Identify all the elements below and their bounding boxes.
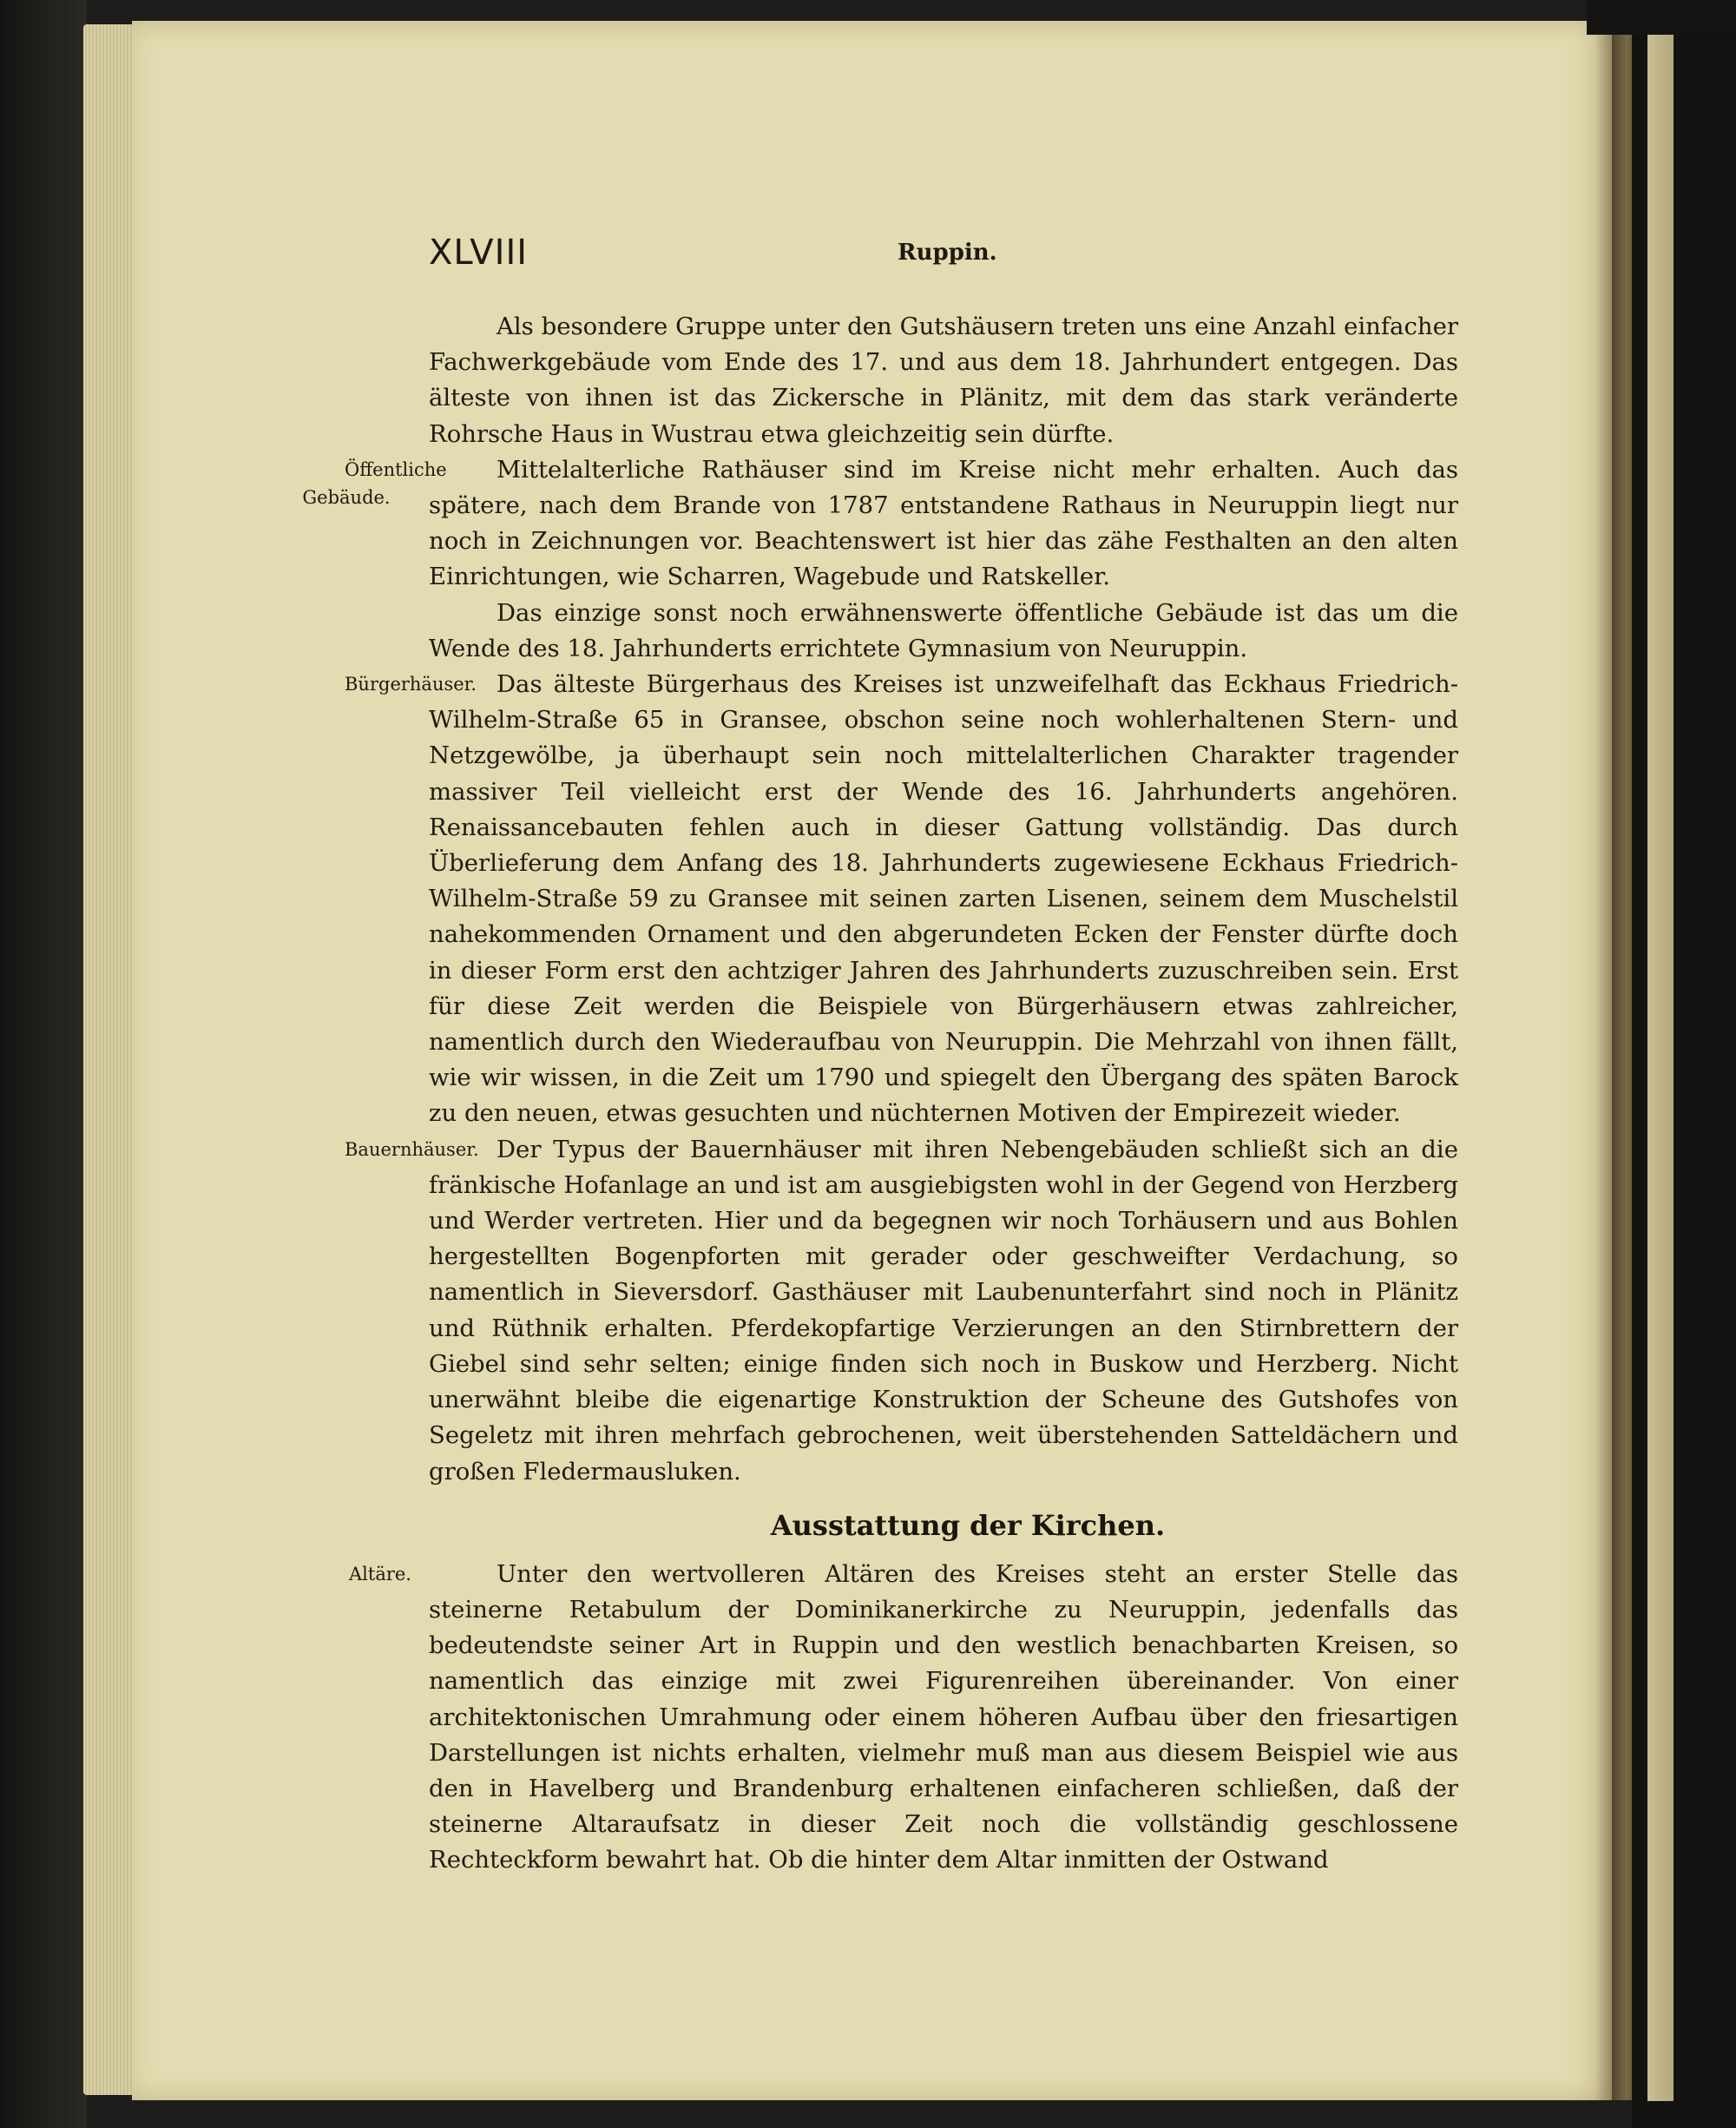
page-number: XLVIII xyxy=(429,233,529,273)
cover-top-band xyxy=(1587,0,1736,35)
paragraph-text: Das einzige sonst noch erwähnenswerte öffentliche Gebäude ist das um die Wende des 18. Jahrhunderts errichtete Gymnasium von Neuruppin. xyxy=(429,598,1458,662)
text-block xyxy=(302,309,1458,1879)
paragraph-altaere xyxy=(349,1557,1458,1879)
paragraph-text: Mittelalterliche Rathäuser sind im Kreise nicht mehr erhalten. Auch das spätere, nach dem Brande von 1787 entstandene Rathaus in Neuruppin liegt nur noch in Zeichnungen vor. Beachtenswert ist hier das zähe Festhalten an den alten Einrichtungen, wie Scharren, Wagebude und Ratskeller. xyxy=(429,455,1458,591)
paragraph-gutshaeuser xyxy=(429,309,1458,452)
running-head xyxy=(0,233,1736,285)
paragraph-text: Als besondere Gruppe unter den Gutshäusern treten uns eine Anzahl einfacher Fachwerkgebäude vom Ende des 17. und aus dem 18. Jahrhundert entgegen. Das älteste von ihnen ist das Zickersche in Plänitz, mit dem das stark veränderte Rohrsche Haus in Wustrau etwa gleichzeitig sein dürfte. xyxy=(429,313,1458,448)
margin-note-buergerhaeuser: Bürgerhäuser. xyxy=(345,674,477,695)
paragraph-oeffentliche-gebaeude xyxy=(302,452,1458,596)
paragraph-text: Das älteste Bürgerhaus des Kreises ist unzweifelhaft das Eckhaus Friedrich-Wilhelm-Straße 65 in Gransee, obschon seine noch wohlerhaltenen Stern- und Netzgewölbe, ja überhaupt sein noch mittelalterlichen Charakter tragender massiver Teil vielleicht erst der Wende des 16. Jahrhunderts angehören. Renaissancebauten fehlen auch in dieser Gattung vollständig. Das durch Überlieferung dem Anfang des 18. Jahrhunderts zugewiesene Eckhaus Friedrich-Wilhelm-Straße 59 zu Gransee mit seinen zarten Lisenen, seinem dem Muschelstil nahekommenden Ornament und den abgerundeten Ecken der Fenster dürfte doch in dieser Form erst den achtziger Jahren des Jahrhunderts zuzuschreiben sein. Erst für diese Zeit werden die Beispiele von Bürgerhäusern etwas zahlreicher, namentlich durch den Wiederaufbau von Neuruppin. Die Mehrzahl von ihnen fällt, wie wir wissen, in die Zeit um 1790 und spiegelt den Übergang des späten Barock zu den neuen, etwas gesuchten und nüchternen Motiven der Empirezeit wieder. xyxy=(429,670,1458,1128)
section-heading: Ausstattung der Kirchen. xyxy=(770,1508,1166,1542)
paragraph-text: Unter den wertvolleren Altären des Kreises steht an erster Stelle das steinerne Retabulum der Dominikanerkirche zu Neuruppin, jedenfalls das bedeutendste seiner Art in Ruppin und den westlich benachbarten Kreisen, so namentlich das einzige mit zwei Figurenreihen übereinander. Von einer architektonischen Umrahmung oder einem höheren Aufbau über den friesartigen Darstellungen ist nichts erhalten, vielmehr muß man aus diesem Beispiel wie aus den in Havelberg und Brandenburg erhaltenen einfacheren schließen, daß der steinerne Altaraufsatz in dieser Zeit noch die vollständig geschlossene Rechteckform bewahrt hat. Ob die hinter dem Altar inmitten der Ostwand xyxy=(429,1559,1458,1874)
margin-note-oeffentliche-gebaeude: Öffentliche Gebäude. xyxy=(302,458,447,508)
page-edges xyxy=(83,24,137,2095)
running-title: Ruppin. xyxy=(898,240,997,266)
paragraph-buergerhaeuser xyxy=(345,667,1458,1132)
paragraph-text: Der Typus der Bauernhäuser mit ihren Nebengebäuden schließt sich an die fränkische Hofanlage an und ist am ausgiebigsten wohl in der Gegend von Herzberg und Werder vertreten. Hier und da begegnen wir noch Torhäusern und aus Bohlen hergestellten Bogenpforten mit gerader oder geschweifter Verdachung, so namentlich in Sieversdorf. Gasthäuser mit Laubenunterfahrt sind noch in Plänitz und Rüthnik erhalten. Pferdekopfartige Verzierungen an den Stirnbrettern der Giebel sind sehr selten; einige finden sich noch in Buskow und Herzberg. Nicht unerwähnt bleibe die eigenartige Konstruktion der Scheune des Gutshofes von Segeletz mit ihren mehrfach gebrochenen, weit überstehenden Satteldächern und großen Fledermausluken. xyxy=(429,1135,1458,1486)
margin-note-bauernhaeuser: Bauernhäuser. xyxy=(345,1138,479,1160)
book-cover-left xyxy=(0,0,87,2128)
paragraph-bauernhaeuser xyxy=(345,1132,1458,1490)
margin-note-altaere: Altäre. xyxy=(349,1563,411,1584)
paragraph-gymnasium xyxy=(429,596,1458,667)
facing-page-edge xyxy=(1647,35,1674,2101)
